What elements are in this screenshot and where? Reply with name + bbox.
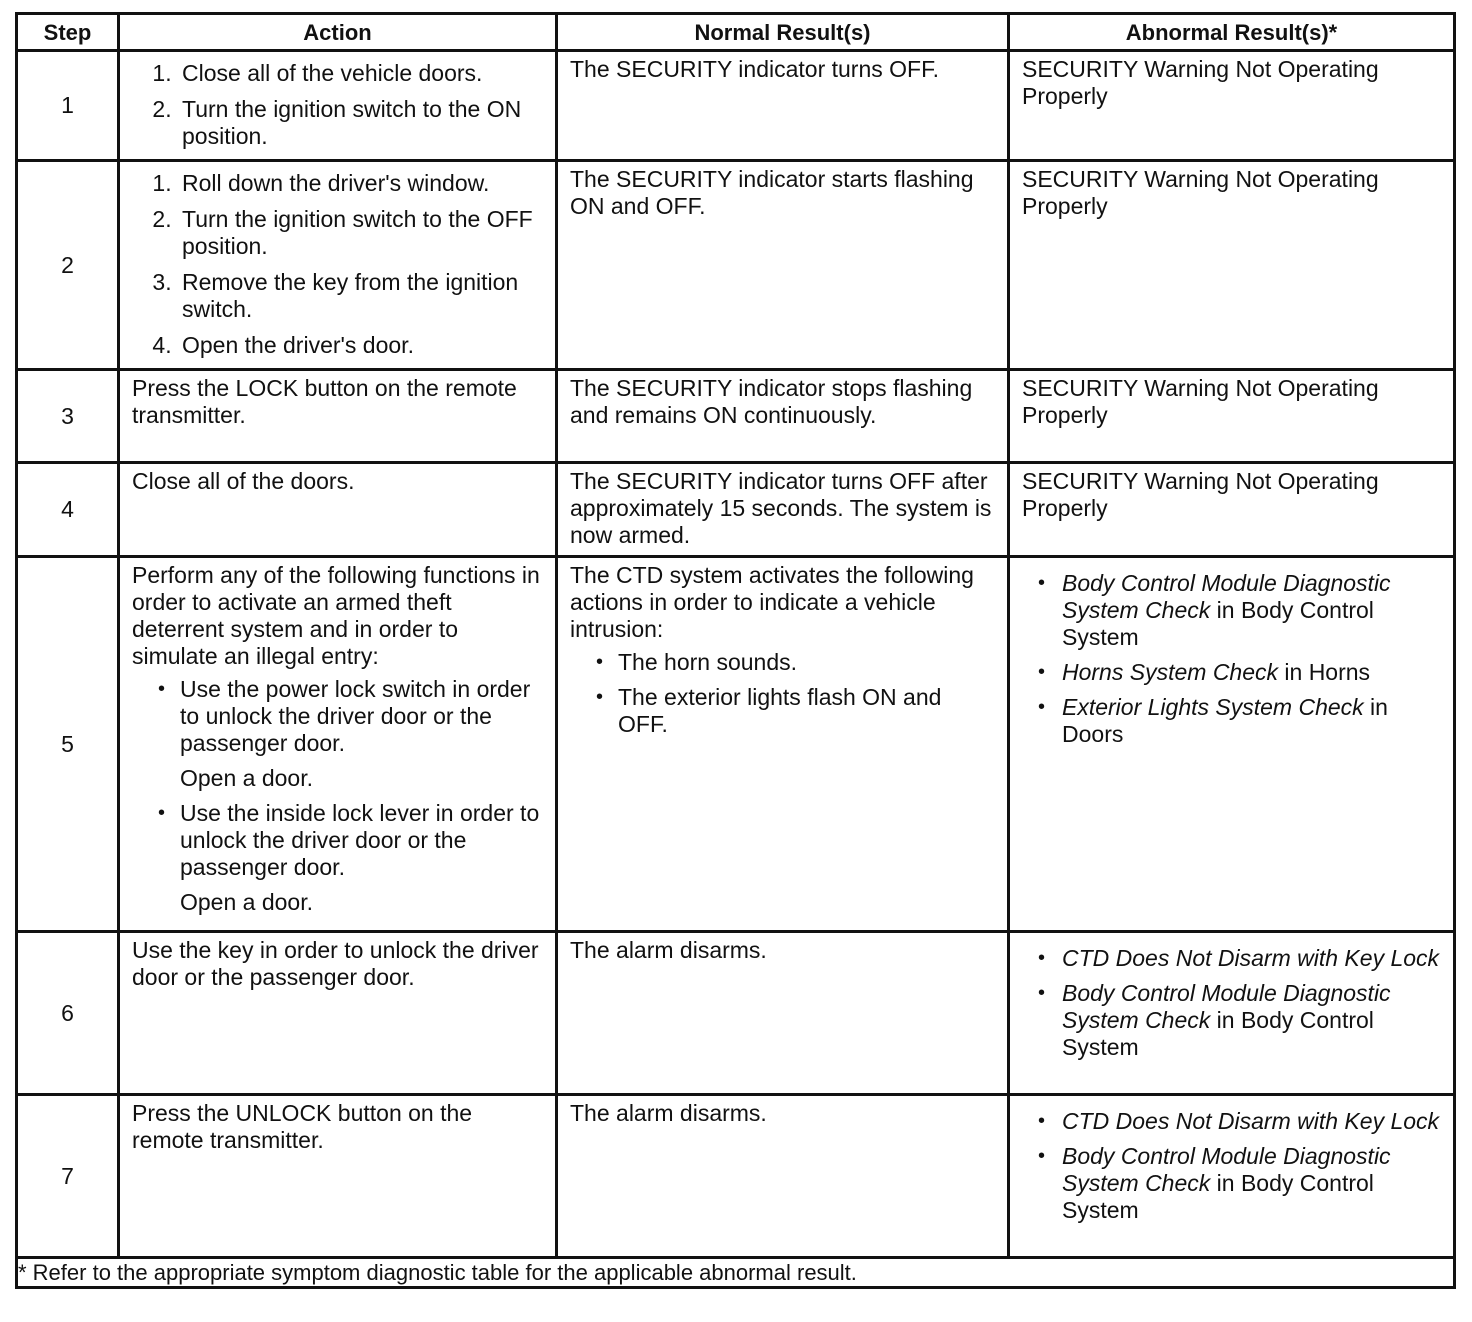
footnote: * Refer to the appropriate symptom diagnostic table for the applicable abnormal result. bbox=[17, 1258, 1455, 1288]
header-row bbox=[17, 14, 1455, 51]
abnormal-text: SECURITY Warning Not Operating Properly bbox=[1022, 468, 1379, 521]
header-action: Action bbox=[119, 14, 557, 51]
action-cell bbox=[119, 557, 557, 932]
list-item bbox=[1062, 570, 1453, 651]
action-text: Press the LOCK button on the remote transmitter. bbox=[132, 375, 517, 428]
action-subtext: Open a door. bbox=[180, 765, 313, 791]
abnormal-cell bbox=[1009, 932, 1455, 1095]
normal-text: The alarm disarms. bbox=[570, 937, 767, 963]
list-item: 4. Open the driver's door. bbox=[178, 332, 555, 359]
diagnostic-table bbox=[15, 12, 1456, 1289]
table-row bbox=[17, 1095, 1455, 1258]
list-item: 1. Close all of the vehicle doors. bbox=[178, 60, 555, 87]
reference-location: in Doors bbox=[1062, 694, 1388, 747]
table-row bbox=[17, 161, 1455, 370]
action-cell bbox=[119, 161, 557, 370]
normal-text: The SECURITY indicator starts flashing ON and OFF. bbox=[570, 166, 974, 219]
abnormal-list bbox=[1010, 1108, 1453, 1224]
header-normal: Normal Result(s) bbox=[557, 14, 1009, 51]
action-text: Use the key in order to unlock the driver door or the passenger door. bbox=[132, 937, 539, 990]
normal-cell bbox=[557, 161, 1009, 370]
list-item: • Use the inside lock lever in order to unlock the driver door or the passenger door. bbox=[180, 800, 545, 881]
table-row bbox=[17, 463, 1455, 557]
action-cell bbox=[119, 370, 557, 463]
step-number: 7 bbox=[17, 1095, 119, 1258]
list-item bbox=[1062, 659, 1453, 686]
normal-text: The SECURITY indicator stops flashing and remains ON continuously. bbox=[570, 375, 973, 428]
action-cell bbox=[119, 932, 557, 1095]
reference-link-text: Horns System Check bbox=[1062, 659, 1279, 685]
table-row bbox=[17, 557, 1455, 932]
normal-text: The SECURITY indicator turns OFF after approximately 15 seconds. The system is now armed. bbox=[570, 468, 992, 548]
abnormal-text: SECURITY Warning Not Operating Properly bbox=[1022, 166, 1379, 219]
reference-location: in Body Control System bbox=[1062, 597, 1374, 650]
abnormal-cell bbox=[1009, 51, 1455, 161]
normal-bullets bbox=[570, 649, 997, 738]
list-item bbox=[1062, 1108, 1453, 1135]
list-item: 1. Roll down the driver's window. bbox=[178, 170, 555, 197]
abnormal-cell bbox=[1009, 463, 1455, 557]
action-text: Press the UNLOCK button on the remote transmitter. bbox=[132, 1100, 473, 1153]
list-item bbox=[1062, 694, 1453, 748]
header-step: Step bbox=[17, 14, 119, 51]
abnormal-cell bbox=[1009, 370, 1455, 463]
action-bullets bbox=[132, 676, 545, 757]
reference-link-text: CTD Does Not Disarm with Key Lock bbox=[1062, 1108, 1440, 1134]
action-cell bbox=[119, 1095, 557, 1258]
normal-text: The SECURITY indicator turns OFF. bbox=[570, 56, 939, 82]
table-row bbox=[17, 370, 1455, 463]
step-number: 3 bbox=[17, 370, 119, 463]
list-item bbox=[1062, 945, 1453, 972]
step-number: 2 bbox=[17, 161, 119, 370]
normal-cell bbox=[557, 370, 1009, 463]
action-list bbox=[120, 170, 555, 359]
list-item: 3. Remove the key from the ignition switch. bbox=[178, 269, 555, 323]
action-cell bbox=[119, 463, 557, 557]
table-row bbox=[17, 51, 1455, 161]
normal-intro: The CTD system activates the following actions in order to indicate a vehicle intrusion: bbox=[570, 562, 974, 642]
normal-cell bbox=[557, 463, 1009, 557]
step-number: 6 bbox=[17, 932, 119, 1095]
action-bullets bbox=[132, 800, 545, 881]
reference-location: in Body Control System bbox=[1062, 1007, 1374, 1060]
action-intro: Perform any of the following functions in order to activate an armed theft deterrent system and in order to simulate an illegal entry: bbox=[132, 562, 540, 669]
list-item: 2. Turn the ignition switch to the OFF position. bbox=[178, 206, 555, 260]
abnormal-cell bbox=[1009, 161, 1455, 370]
action-text: Close all of the doors. bbox=[132, 468, 355, 494]
action-list bbox=[120, 60, 555, 150]
action-subtext: Open a door. bbox=[180, 889, 313, 915]
reference-link-text: Exterior Lights System Check bbox=[1062, 694, 1364, 720]
list-item: • Use the power lock switch in order to unlock the driver door or the passenger door. bbox=[180, 676, 545, 757]
action-cell bbox=[119, 51, 557, 161]
normal-cell bbox=[557, 557, 1009, 932]
list-item bbox=[1062, 1143, 1453, 1224]
normal-text: The alarm disarms. bbox=[570, 1100, 767, 1126]
list-item: • The exterior lights flash ON and OFF. bbox=[618, 684, 997, 738]
abnormal-text: SECURITY Warning Not Operating Properly bbox=[1022, 375, 1379, 428]
reference-link-text: Body Control Module Diagnostic System Check bbox=[1062, 570, 1391, 623]
list-item: 2. Turn the ignition switch to the ON position. bbox=[178, 96, 555, 150]
step-number: 5 bbox=[17, 557, 119, 932]
table-row bbox=[17, 932, 1455, 1095]
reference-location: in Horns bbox=[1278, 659, 1371, 685]
step-number: 1 bbox=[17, 51, 119, 161]
normal-cell bbox=[557, 1095, 1009, 1258]
list-item bbox=[1062, 980, 1453, 1061]
footnote-row bbox=[17, 1258, 1455, 1288]
header-abnormal: Abnormal Result(s)* bbox=[1009, 14, 1455, 51]
abnormal-list bbox=[1010, 570, 1453, 748]
normal-cell bbox=[557, 932, 1009, 1095]
reference-location: in Body Control System bbox=[1062, 1170, 1374, 1223]
reference-link-text: Body Control Module Diagnostic System Check bbox=[1062, 980, 1391, 1033]
abnormal-text: SECURITY Warning Not Operating Properly bbox=[1022, 56, 1379, 109]
abnormal-list bbox=[1010, 945, 1453, 1061]
normal-cell bbox=[557, 51, 1009, 161]
reference-link-text: Body Control Module Diagnostic System Check bbox=[1062, 1143, 1391, 1196]
abnormal-cell bbox=[1009, 1095, 1455, 1258]
reference-link-text: CTD Does Not Disarm with Key Lock bbox=[1062, 945, 1440, 971]
list-item: • The horn sounds. bbox=[618, 649, 997, 676]
abnormal-cell bbox=[1009, 557, 1455, 932]
step-number: 4 bbox=[17, 463, 119, 557]
